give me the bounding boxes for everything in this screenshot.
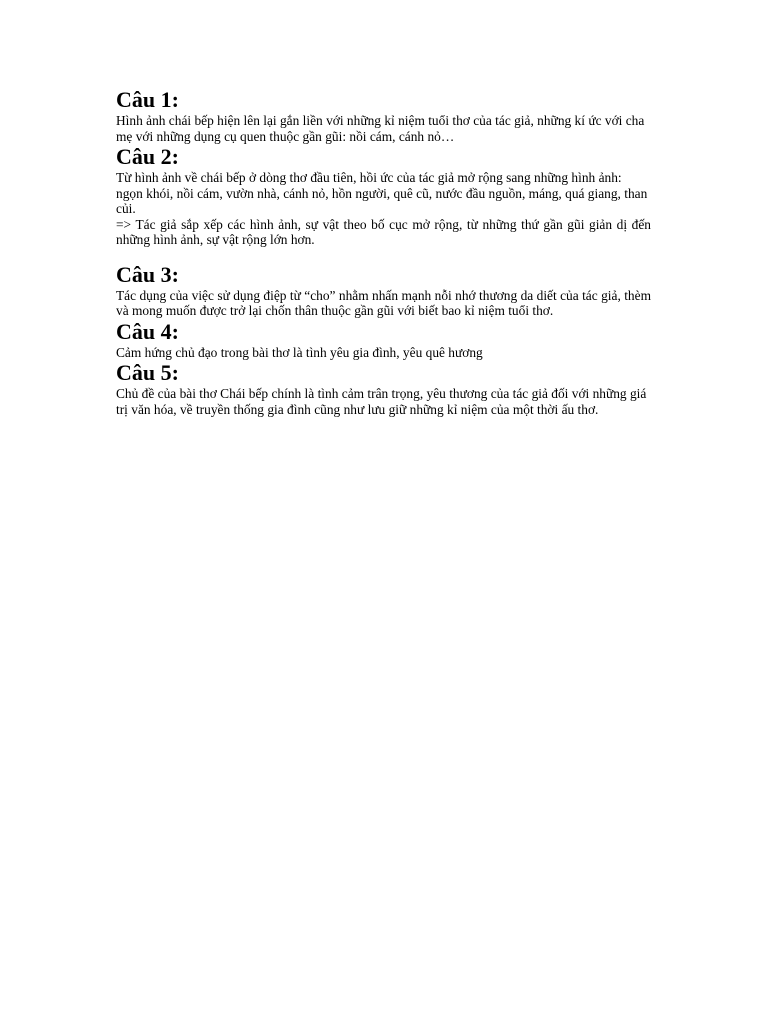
question-2-answer: Từ hình ảnh về chái bếp ở dòng thơ đầu tiên, hồi ức của tác giả mở rộng sang những hình ảnh: ngọn khói, nồi cám, vườn nhà, cánh nỏ, hồn người, quê cũ, nước đầu nguồn, máng, quá giang, than củi. [116, 170, 648, 216]
question-2-conclusion: => Tác giả sắp xếp các hình ảnh, sự vật theo bố cục mở rộng, từ những thứ gần gũi giản dị đến những hình ảnh, sự vật rộng lớn hơn. [116, 216, 651, 247]
document-page [116, 87, 651, 417]
question-5-answer: Chủ đề của bài thơ Chái bếp chính là tình cảm trân trọng, yêu thương của tác giả đối với những giá trị văn hóa, về truyền thống gia đình cũng như lưu giữ những kỉ niệm của một thời ấu thơ. [116, 386, 647, 417]
question-3-answer: Tác dụng của việc sử dụng điệp từ “cho” nhằm nhấn mạnh nỗi nhớ thương da diết của tác giả, thèm và mong muốn được trở lại chốn thân thuộc gần gũi với biết bao kỉ niệm tuổi thơ. [116, 287, 651, 318]
question-4-heading: Câu 4: [116, 318, 179, 344]
question-2-heading: Câu 2: [116, 144, 179, 169]
question-3-heading: Câu 3: [116, 261, 179, 287]
question-1-answer: Hình ảnh chái bếp hiện lên lại gắn liền với những kỉ niệm tuổi thơ của tác giả, những kí ức với cha mẹ với những dụng cụ quen thuộc gần gũi: nồi cám, cánh nỏ… [116, 113, 645, 144]
spacer [116, 248, 651, 262]
question-4-answer: Cảm hứng chủ đạo trong bài thơ là tình yêu gia đình, yêu quê hương [116, 344, 483, 360]
question-1-heading: Câu 1: [116, 87, 179, 112]
question-5-heading: Câu 5: [116, 360, 179, 385]
